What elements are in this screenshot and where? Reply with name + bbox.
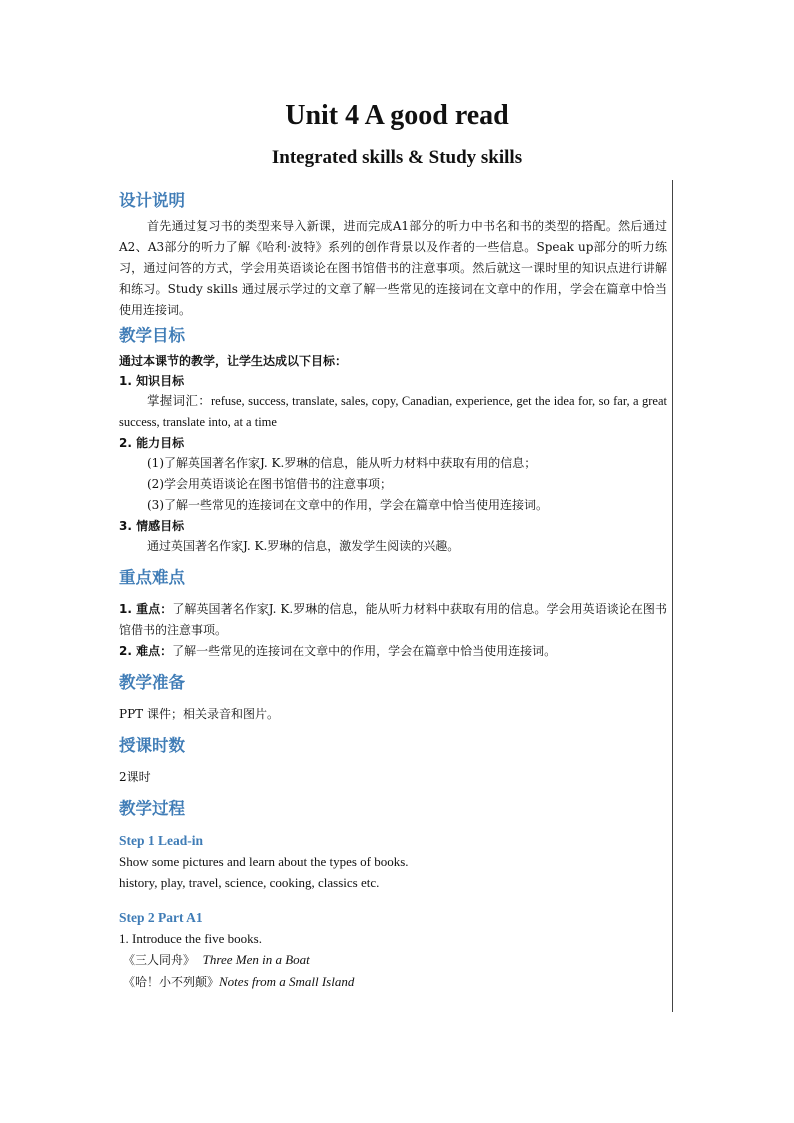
content-body xyxy=(119,186,667,993)
ability-goal-item: (3)了解一些常见的连接词在文章中的作用，学会在篇章中恰当使用连接词。 xyxy=(147,498,549,512)
key-point xyxy=(119,599,667,641)
page-title: Unit 4 A good read xyxy=(285,100,509,131)
section-heading-keypoints: 重点难点 xyxy=(119,568,185,587)
book-item xyxy=(119,949,667,971)
knowledge-goal-label: 1. 知识目标 xyxy=(119,374,185,388)
section-heading-goals: 教学目标 xyxy=(119,326,185,345)
book-title-cn: 《哈！小不列颠》 xyxy=(123,975,220,989)
knowledge-goal-text: 掌握词汇：refuse, success, translate, sales, copy, Canadian, experience, get the idea for, so far, a great success, translate into, at a time xyxy=(119,394,667,429)
step1-line: Show some pictures and learn about the types of books. xyxy=(119,854,409,869)
key-point-label: 1. 重点： xyxy=(119,602,173,616)
ability-goal-item: (1)了解英国著名作家J. K.罗琳的信息，能从听力材料中获取有用的信息； xyxy=(147,456,537,470)
goals-intro: 通过本课节的教学，让学生达成以下目标： xyxy=(119,354,348,368)
book-title-en: Notes from a Small Island xyxy=(219,974,355,989)
difficult-point-label: 2. 难点： xyxy=(119,644,173,658)
ability-goal-item: (2)学会用英语谈论在图书馆借书的注意事项； xyxy=(147,477,392,491)
step2-line: 1. Introduce the five books. xyxy=(119,931,262,946)
step1-line: history, play, travel, science, cooking, classics etc. xyxy=(119,875,380,890)
book-item xyxy=(119,971,667,993)
page-subtitle: Integrated skills & Study skills xyxy=(271,147,523,168)
right-margin-rule xyxy=(672,180,673,1012)
ability-goal-label: 2. 能力目标 xyxy=(119,436,185,450)
step1-heading: Step 1 Lead-in xyxy=(119,833,204,848)
difficult-point xyxy=(119,641,667,662)
key-point-text: 了解英国著名作家J. K.罗琳的信息，能从听力材料中获取有用的信息。学会用英语谈论在图书馆借书的注意事项。 xyxy=(119,602,667,637)
hours-text: 2课时 xyxy=(119,770,151,784)
prep-text: PPT 课件；相关录音和图片。 xyxy=(119,707,279,721)
emotion-goal-label: 3. 情感目标 xyxy=(119,519,185,533)
difficult-point-text: 了解一些常见的连接词在文章中的作用，学会在篇章中恰当使用连接词。 xyxy=(172,644,557,658)
book-title-cn: 《三人同舟》 xyxy=(123,953,196,967)
emotion-goal-text: 通过英国著名作家J. K.罗琳的信息，激发学生阅读的兴趣。 xyxy=(147,539,460,553)
section-heading-design: 设计说明 xyxy=(119,191,185,210)
design-paragraph: 首先通过复习书的类型来导入新课，进而完成A1部分的听力中书名和书的类型的搭配。然后通过A2、A3部分的听力了解《哈利·波特》系列的创作背景以及作者的一些信息。Speak up部分的听力练习，通过问答的方式，学会用英语谈论在图书馆借书的注意事项。然后就这一课时里的知识点进行讲解和练习。Study skills 通过展示学过的文章了解一些常见的连接词在文章中的作用，学会在篇章中恰当使用连接词。 xyxy=(119,219,667,317)
section-heading-hours: 授课时数 xyxy=(119,736,185,755)
section-heading-prep: 教学准备 xyxy=(119,673,185,692)
book-title-en: Three Men in a Boat xyxy=(202,952,310,967)
step2-heading: Step 2 Part A1 xyxy=(119,910,203,925)
section-heading-process: 教学过程 xyxy=(119,799,185,818)
